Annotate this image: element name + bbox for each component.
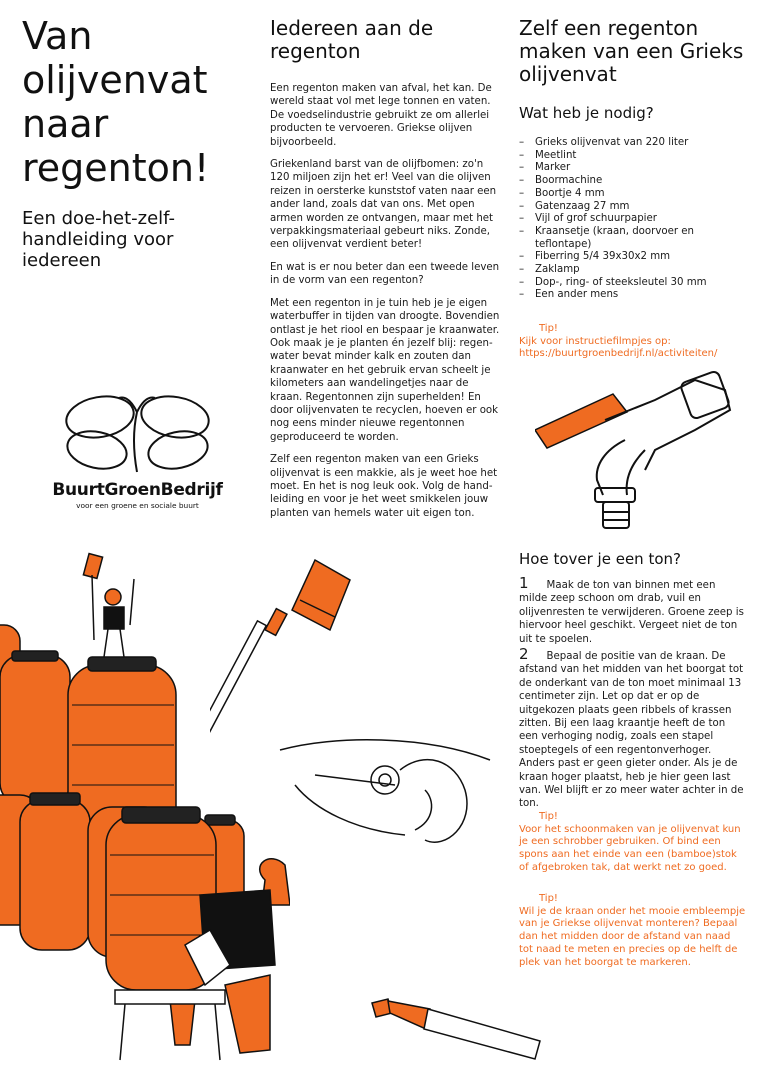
list-item: – Grieks olijvenvat van 220 liter xyxy=(519,137,734,150)
step-number: 1 xyxy=(519,574,529,592)
list-item: – Zaklamp xyxy=(519,264,734,277)
faucet-illustration-icon xyxy=(535,370,745,540)
butterfly-logo-icon xyxy=(55,390,220,480)
intro-paragraph: En wat is er nou beter dan een tweede leven in de vorm van een regenton? xyxy=(270,261,500,287)
tip-emblem xyxy=(519,893,747,969)
step-number: 2 xyxy=(519,645,529,663)
tip-label: Tip! xyxy=(539,323,558,334)
list-item: – Gatenzaag 27 mm xyxy=(519,201,734,214)
list-item: – Vijl of grof schuurpapier xyxy=(519,213,734,226)
tip-scrubber xyxy=(519,811,747,875)
intro-body xyxy=(270,82,500,529)
list-item: – Een ander mens xyxy=(519,289,734,302)
list-item: – Kraansetje (kraan, doorvoer en teflontape) xyxy=(519,226,734,251)
intro-paragraph: Griekenland barst van de olijfbomen: zo'n 120 miljoen zijn het er! Veel van die olijven reizen in oersterke kunststof vaten naar een ander land, zoals dat van ons. Met open armen worden ze ontvangen, maar met het verpakkingsmateriaal gebeurt niks. Zonde, een olijvenvat verdient beter! xyxy=(270,159,497,251)
intro-paragraph: Met een regenton in je tuin heb je je eigen waterbuffer in tijden van droogte. Bovendien ontlast je het riool en bespaar je kraanwater. Ook maak je je planten én jezelf blij: regenwater bevat minder kalk en zouten dan kraanwater en het gebruik ervan scheelt je kilometers aan wandelingetjes naar de kraan. Regentonnen zijn superhelden! En door olijvenvaten te recyclen, hoeven er ook nog eens minder nieuwe regentonnen geproduceerd te worden. xyxy=(270,297,500,443)
logo-tagline: voor een groene en sociale buurt xyxy=(76,501,199,510)
measuring-tape-illustration-icon xyxy=(275,730,500,855)
marker-illustration-icon xyxy=(370,995,545,1065)
list-item: – Dop-, ring- of steeksleutel 30 mm xyxy=(519,277,734,290)
intro-heading: Iedereen aan de regenton xyxy=(270,16,434,63)
needs-heading: Wat heb je nodig? xyxy=(519,104,654,122)
make-heading: Zelf een regenton maken van een Grieks olijvenvat xyxy=(519,16,744,86)
tip-text: Voor het schoonmaken van je olijvenvat kun je een schrobber gebruiken. Of bind een spons aan het einde van een (bamboe)stok of afgebroken tak, dat werkt net zo goed. xyxy=(519,823,741,873)
step-1 xyxy=(519,574,744,646)
brush-illustration-icon xyxy=(210,555,370,755)
page-subtitle: Een doe-het-zelf-handleiding voor iedereen xyxy=(22,208,175,271)
step-2 xyxy=(519,645,744,811)
list-item: – Meetlint xyxy=(519,150,734,163)
tip-label: Tip! xyxy=(539,893,558,904)
tip-text[interactable]: Kijk voor instructiefilmpjes op: https://buurtgroenbedrijf.nl/activiteiten/ xyxy=(519,335,718,360)
step-text: Bepaal de positie van de kraan. De afstand van het midden van het boorgat tot de onderkant van de ton moet minimaal 13 centimeter zijn. Let op dat er op de uitgekozen plaats geen ribbels of krassen zitten. Bij een laag kraantje heeft de ton een verhoging nodig, zoals een stapel stoeptegels of een regentonverhoger. Anders past er geen gieter onder. Als je de kraan hoger plaatst, heb je hier geen last van. Wel blijft er zo meer water achter in de ton. xyxy=(519,651,744,810)
page-title: Van olijvenvat naar regenton! xyxy=(22,14,210,190)
howto-heading: Hoe tover je een ton? xyxy=(519,550,681,568)
logo-name: BuurtGroenBedrijf xyxy=(52,480,223,500)
intro-paragraph: Zelf een regenton maken van een Grieks olijvenvat is een makkie, als je weet hoe het moet. En het is nog leuk ook. Volg de handleiding en voor je het weet smikkelen jouw planten van hemels water uit eigen ton. xyxy=(270,454,498,519)
tip-label: Tip! xyxy=(539,811,558,822)
tip-video xyxy=(519,323,749,361)
step-text: Maak de ton van binnen met een milde zeep schoon om drab, vuil en olijvenresten te verwijderen. Groene zeep is hiervoor heel geschikt. Vergeet niet de ton uit te spoelen. xyxy=(519,580,744,645)
intro-paragraph: Een regenton maken van afval, het kan. De wereld staat vol met lege tonnen en vaten. De voedselindustrie gebruikt ze om allerlei producten te vervoeren. Griekse olijven bijvoorbeeld. xyxy=(270,83,492,148)
needs-list xyxy=(519,137,734,302)
list-item: – Fiberring 5/4 39x30x2 mm xyxy=(519,251,734,264)
tip-text: Wil je de kraan onder het mooie embleempje van je Griekse olijvenvat monteren? Bepaal dan het midden door de afstand van naad tot naad te meten en precies op de helft de plek van het boorgat te markeren. xyxy=(519,905,746,968)
list-item: – Boormachine xyxy=(519,175,734,188)
list-item: – Boortje 4 mm xyxy=(519,188,734,201)
list-item: – Marker xyxy=(519,162,734,175)
